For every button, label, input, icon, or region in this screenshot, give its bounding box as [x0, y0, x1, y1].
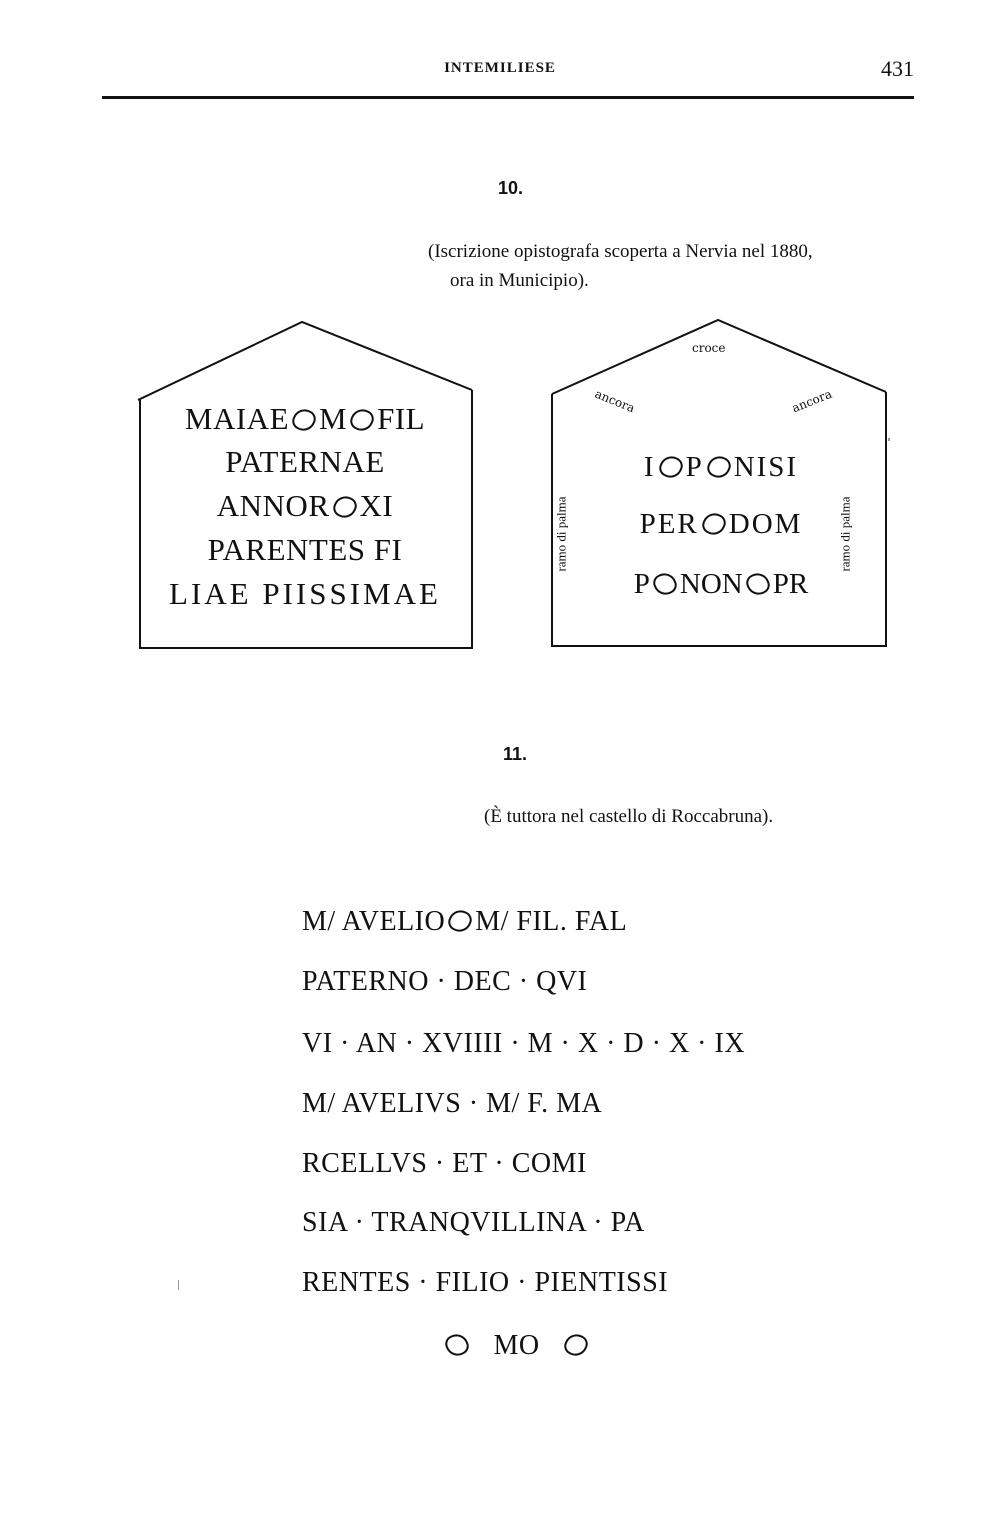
ivy-leaf-icon: [562, 1330, 591, 1359]
left-inscription-stone: [130, 318, 480, 658]
ivy-leaf-icon: [704, 452, 733, 481]
inscription-11-line-1: M/ AVELIO M/ FIL. FAL: [302, 906, 628, 937]
inscription-11-line-8: MO: [442, 1330, 591, 1362]
inscription-11-line-4: M/ AVELIVS · M/ F. MA: [302, 1088, 603, 1119]
left-stone-line-4: PARENTES FI: [207, 532, 403, 567]
inscription-11-line-5: RCELLVS · ET · COMI: [302, 1148, 587, 1179]
print-speck: [888, 438, 890, 441]
right-palm-branch-note: ramo di palma: [837, 496, 853, 572]
ivy-leaf-icon: [650, 569, 679, 598]
left-palm-branch-note: ramo di palma: [553, 496, 569, 572]
inscription-11-line-7: RENTES · FILIO · PIENTISSI: [302, 1267, 669, 1298]
ivy-leaf-icon: [743, 569, 772, 598]
ivy-leaf-icon: [330, 492, 359, 521]
cross-note: croce: [692, 341, 726, 355]
left-stone-line-3: ANNOR XI: [216, 488, 394, 523]
section-11-number: 11.: [503, 744, 528, 764]
right-anchor-note: ancora: [789, 386, 834, 416]
section-10-caption-line1: (Iscrizione opistografa scoperta a Nervia nel 1880,: [428, 241, 813, 262]
print-speck: [178, 1280, 179, 1290]
ivy-leaf-icon: [442, 1330, 471, 1359]
inscription-11-line-2: PATERNO · DEC · QVI: [302, 966, 588, 997]
section-10-number: 10.: [498, 178, 524, 198]
inscription-11-line-3: VI · AN · XVIIII · M · X · D · X · IX: [302, 1028, 746, 1059]
left-stone-line-2: PATERNAE: [225, 444, 385, 479]
right-stone-line-3: P NON PR: [633, 568, 809, 600]
section-11-caption: (È tuttora nel castello di Roccabruna).: [484, 806, 774, 827]
header-rule: [102, 96, 914, 99]
page-number: 431: [881, 56, 914, 81]
right-stone-line-2: PER DOM: [639, 508, 803, 540]
inscription-11-line-6: SIA · TRANQVILLINA · PA: [302, 1207, 645, 1238]
right-stone-outline: [546, 316, 896, 656]
running-header: INTEMILIESE: [444, 60, 556, 76]
ivy-leaf-icon: [289, 405, 318, 434]
left-stone-line-1: MAIAE M FIL: [184, 401, 426, 436]
section-10-caption-line2: ora in Municipio).: [450, 270, 589, 291]
ivy-leaf-icon: [656, 452, 685, 481]
right-stone-line-1: I P NISI: [643, 451, 799, 483]
ivy-leaf-icon: [446, 906, 475, 935]
left-stone-line-5: LIAE PIISSIMAE: [169, 576, 441, 611]
ivy-leaf-icon: [347, 405, 376, 434]
left-anchor-note: ancora: [592, 386, 637, 416]
right-inscription-stone: [546, 316, 896, 656]
ivy-leaf-icon: [699, 509, 728, 538]
